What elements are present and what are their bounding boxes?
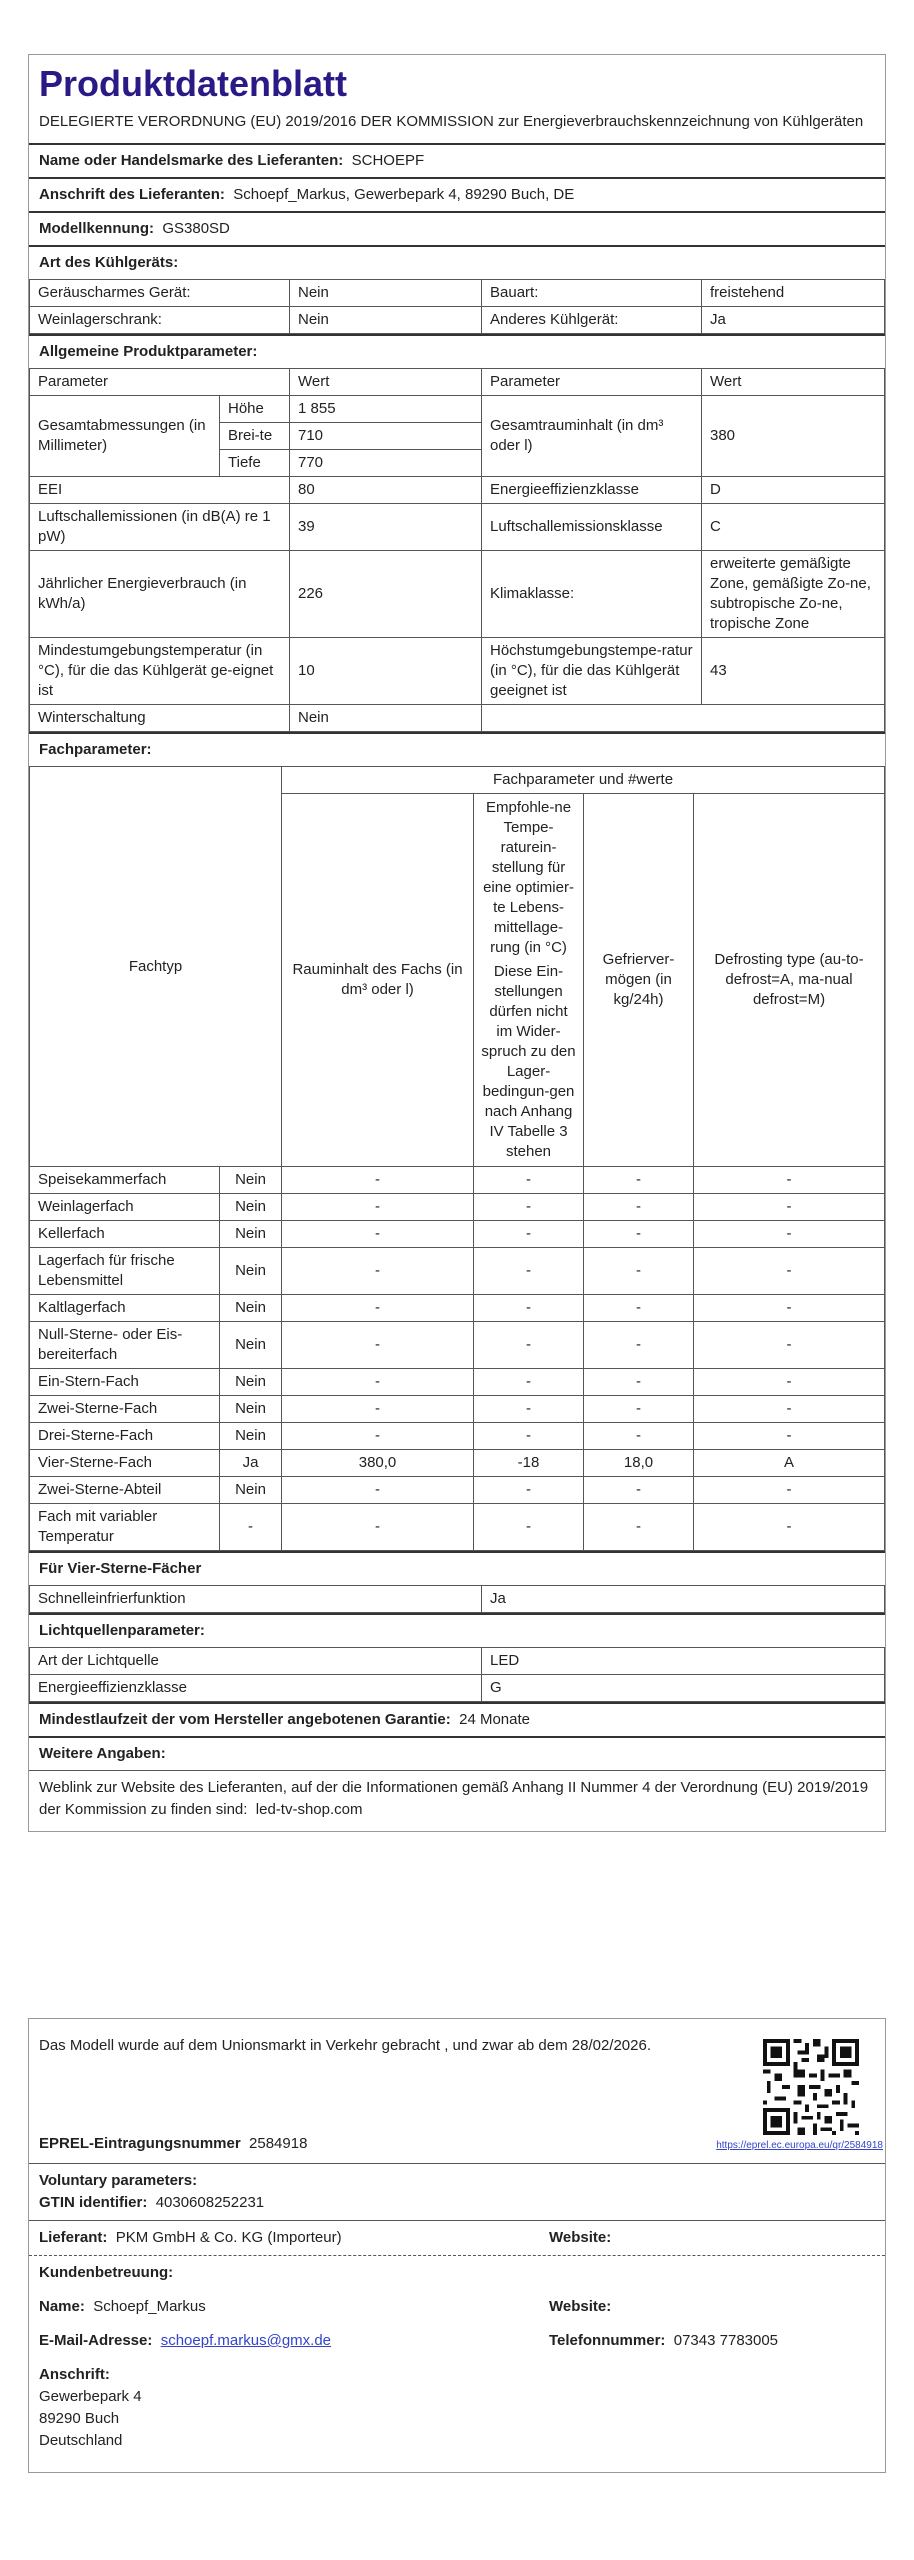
eprel-number: 2584918 bbox=[249, 2135, 308, 2152]
type-cell: freistehend bbox=[702, 280, 885, 307]
supplier-row bbox=[29, 143, 885, 177]
model-label: Modellkennung: bbox=[39, 220, 154, 237]
compartment-value: - bbox=[282, 1396, 474, 1423]
compartment-rows bbox=[30, 1167, 885, 1551]
compartment-value: - bbox=[584, 1248, 694, 1295]
compartment-row bbox=[30, 1450, 885, 1477]
compartment-present: - bbox=[220, 1504, 282, 1551]
four-star-row bbox=[30, 1586, 885, 1613]
param-label: EEI bbox=[30, 477, 290, 504]
dim-value: 1 855 bbox=[290, 396, 482, 423]
dim-name: Tiefe bbox=[220, 450, 290, 477]
lieferant-row bbox=[29, 2220, 885, 2255]
type-cell: Nein bbox=[290, 307, 482, 334]
lieferant-website-label: Website: bbox=[549, 2229, 612, 2246]
compartment-type: Kaltlagerfach bbox=[30, 1295, 220, 1322]
compartment-type: Zwei-Sterne-Fach bbox=[30, 1396, 220, 1423]
compartment-value: - bbox=[694, 1396, 885, 1423]
compartment-value: - bbox=[694, 1167, 885, 1194]
address-line: 89290 Buch bbox=[39, 2410, 120, 2427]
supplier-value: SCHOEPF bbox=[351, 152, 425, 169]
warranty-row bbox=[29, 1702, 885, 1736]
compartment-value: - bbox=[584, 1194, 694, 1221]
param-value: 226 bbox=[290, 551, 482, 638]
compartment-type: Ein-Stern-Fach bbox=[30, 1369, 220, 1396]
address-value: Schoepf_Markus, Gewerbepark 4, 89290 Buch, DE bbox=[233, 186, 575, 203]
type-row bbox=[30, 307, 885, 334]
compartment-value: - bbox=[474, 1477, 584, 1504]
compartment-present: Nein bbox=[220, 1167, 282, 1194]
address-line: Deutschland bbox=[39, 2432, 123, 2449]
compartment-value: - bbox=[474, 1221, 584, 1248]
compartment-value: - bbox=[584, 1423, 694, 1450]
general-section-title: Allgemeine Produktparameter: bbox=[29, 334, 885, 368]
volume-label: Gesamtrauminhalt (in dm³ oder l) bbox=[482, 396, 702, 477]
compartment-value: - bbox=[584, 1295, 694, 1322]
dim-value: 710 bbox=[290, 423, 482, 450]
supplier-label: Name oder Handelsmarke des Lieferanten: bbox=[39, 152, 344, 169]
type-cell: Ja bbox=[702, 307, 885, 334]
header-cell: Parameter bbox=[482, 369, 702, 396]
general-table bbox=[29, 368, 885, 732]
volume-value: 380 bbox=[702, 396, 885, 477]
compartment-value: - bbox=[282, 1221, 474, 1248]
warranty-value: 24 Monate bbox=[459, 1711, 530, 1728]
type-cell: Weinlagerschrank: bbox=[30, 307, 290, 334]
compartment-row bbox=[30, 1504, 885, 1551]
compartment-value: - bbox=[694, 1423, 885, 1450]
model-row bbox=[29, 211, 885, 245]
compartment-row bbox=[30, 1295, 885, 1322]
eprel-row bbox=[29, 2125, 885, 2163]
voluntary-title: Voluntary parameters: bbox=[39, 2172, 198, 2189]
light-value: LED bbox=[482, 1648, 885, 1675]
param-value: Nein bbox=[290, 705, 482, 732]
header-cell: Wert bbox=[290, 369, 482, 396]
param-label: Luftschallemissionen (in dB(A) re 1 pW) bbox=[30, 504, 290, 551]
compartment-value: - bbox=[694, 1369, 885, 1396]
col-temp-text: Empfohle-ne Tempe-raturein-stellung für eine optimier-te Lebens-mittellage-rung (in °C) bbox=[483, 799, 574, 956]
fast-freeze-label: Schnelleinfrierfunktion bbox=[30, 1586, 482, 1613]
compartment-value: - bbox=[694, 1322, 885, 1369]
compartment-type: Zwei-Sterne-Abteil bbox=[30, 1477, 220, 1504]
dim-name: Höhe bbox=[220, 396, 290, 423]
compartment-row bbox=[30, 1423, 885, 1450]
compartment-type: Vier-Sterne-Fach bbox=[30, 1450, 220, 1477]
further-text-block bbox=[29, 1770, 885, 1831]
type-section-title: Art des Kühlgeräts: bbox=[29, 245, 885, 279]
compartment-value: - bbox=[474, 1322, 584, 1369]
general-header-row bbox=[30, 369, 885, 396]
compartment-value: - bbox=[584, 1504, 694, 1551]
general-row bbox=[30, 638, 885, 705]
compartment-value: - bbox=[584, 1369, 694, 1396]
compartment-value: - bbox=[282, 1423, 474, 1450]
compartment-type: Lagerfach für frische Lebensmittel bbox=[30, 1248, 220, 1295]
fast-freeze-value: Ja bbox=[482, 1586, 885, 1613]
lieferant-label: Lieferant: bbox=[39, 2229, 108, 2246]
compartment-value: - bbox=[584, 1221, 694, 1248]
type-row bbox=[30, 280, 885, 307]
compartment-present: Nein bbox=[220, 1322, 282, 1369]
email-label: E-Mail-Adresse: bbox=[39, 2332, 153, 2349]
service-address bbox=[39, 2364, 875, 2452]
param-value: 43 bbox=[702, 638, 885, 705]
light-row bbox=[30, 1648, 885, 1675]
type-cell: Anderes Kühlgerät: bbox=[482, 307, 702, 334]
param-value: 10 bbox=[290, 638, 482, 705]
product-datasheet bbox=[28, 54, 886, 1832]
dims-row bbox=[30, 396, 885, 423]
compartment-type: Fach mit variabler Temperatur bbox=[30, 1504, 220, 1551]
compartment-value: - bbox=[282, 1295, 474, 1322]
compartment-row bbox=[30, 1477, 885, 1504]
compartment-present: Nein bbox=[220, 1477, 282, 1504]
dim-name: Brei-te bbox=[220, 423, 290, 450]
type-cell: Nein bbox=[290, 280, 482, 307]
compartment-type: Speisekammerfach bbox=[30, 1167, 220, 1194]
param-label: Luftschallemissionsklasse bbox=[482, 504, 702, 551]
compartment-row bbox=[30, 1221, 885, 1248]
compartment-value: A bbox=[694, 1450, 885, 1477]
phone-value: 07343 7783005 bbox=[673, 2332, 779, 2349]
compartment-row bbox=[30, 1248, 885, 1295]
compartment-row bbox=[30, 1167, 885, 1194]
fachtyp-header: Fachtyp bbox=[30, 767, 282, 1167]
light-label: Art der Lichtquelle bbox=[30, 1648, 482, 1675]
service-name-value: Schoepf_Markus bbox=[93, 2298, 206, 2315]
empty-cell bbox=[482, 705, 885, 732]
compartment-value: - bbox=[474, 1504, 584, 1551]
compartment-value: - bbox=[282, 1322, 474, 1369]
light-label: Energieeffizienzklasse bbox=[30, 1675, 482, 1702]
param-label: Mindestumgebungstemperatur (in °C), für die das Kühlgerät ge-eignet ist bbox=[30, 638, 290, 705]
col-volume-header: Rauminhalt des Fachs (in dm³ oder l) bbox=[282, 794, 474, 1167]
compartment-value: - bbox=[474, 1423, 584, 1450]
compartment-present: Nein bbox=[220, 1369, 282, 1396]
compartment-value: - bbox=[584, 1167, 694, 1194]
param-value: 39 bbox=[290, 504, 482, 551]
general-row bbox=[30, 504, 885, 551]
param-label: Höchstumgebungstempe-ratur (in °C), für die das Kühlgerät geeignet ist bbox=[482, 638, 702, 705]
compartment-value: - bbox=[694, 1221, 885, 1248]
address-label: Anschrift des Lieferanten: bbox=[39, 186, 225, 203]
further-text: Weblink zur Website des Lieferanten, auf der die Informationen gemäß Anhang II Nummer 4 der Verordnung (EU) 2019/2019 der Kommission zu finden sind: bbox=[39, 1779, 869, 1818]
eprel-label: EPREL-Eintragungsnummer bbox=[39, 2135, 241, 2152]
group-header: Fachparameter und #werte bbox=[282, 767, 885, 794]
compartment-value: - bbox=[474, 1248, 584, 1295]
qr-code-icon[interactable] bbox=[763, 2039, 859, 2135]
param-label: Jährlicher Energieverbrauch (in kWh/a) bbox=[30, 551, 290, 638]
voluntary-block bbox=[29, 2163, 885, 2220]
compartment-type: Kellerfach bbox=[30, 1221, 220, 1248]
compartment-present: Nein bbox=[220, 1194, 282, 1221]
compartment-present: Nein bbox=[220, 1423, 282, 1450]
service-name-row bbox=[39, 2296, 875, 2318]
dim-value: 770 bbox=[290, 450, 482, 477]
col-temp-note: Diese Ein-stellungen dürfen nicht im Wider-spruch zu den Lager-bedingun-gen nach Anhang IV Tabelle 3 stehen bbox=[481, 963, 576, 1160]
service-name-label: Name: bbox=[39, 2298, 85, 2315]
compartment-type: Weinlagerfach bbox=[30, 1194, 220, 1221]
compartment-present: Nein bbox=[220, 1221, 282, 1248]
compartment-value: 380,0 bbox=[282, 1450, 474, 1477]
param-value: erweiterte gemäßigte Zone, gemäßigte Zo-ne, subtropische Zo-ne, tropische Zone bbox=[702, 551, 885, 638]
service-website-label: Website: bbox=[549, 2298, 612, 2315]
service-title: Kundenbetreuung: bbox=[39, 2264, 174, 2281]
dims-label: Gesamtabmessungen (in Millimeter) bbox=[30, 396, 220, 477]
light-section-title: Lichtquellenparameter: bbox=[29, 1613, 885, 1647]
compartment-present: Nein bbox=[220, 1396, 282, 1423]
compartment-value: -18 bbox=[474, 1450, 584, 1477]
param-label: Klimaklasse: bbox=[482, 551, 702, 638]
param-value: 80 bbox=[290, 477, 482, 504]
compartment-value: - bbox=[474, 1396, 584, 1423]
compartment-type: Null-Sterne- oder Eis-bereiterfach bbox=[30, 1322, 220, 1369]
compartment-value: - bbox=[282, 1504, 474, 1551]
address-line: Gewerbepark 4 bbox=[39, 2388, 142, 2405]
compartment-present: Nein bbox=[220, 1248, 282, 1295]
compartment-value: - bbox=[282, 1167, 474, 1194]
header-cell: Parameter bbox=[30, 369, 290, 396]
type-table bbox=[29, 279, 885, 334]
general-row bbox=[30, 551, 885, 638]
four-star-title: Für Vier-Sterne-Fächer bbox=[29, 1551, 885, 1585]
service-block bbox=[29, 2255, 885, 2458]
compartment-value: 18,0 bbox=[584, 1450, 694, 1477]
address-row bbox=[29, 177, 885, 211]
regulation-subtitle: DELEGIERTE VERORDNUNG (EU) 2019/2016 DER KOMMISSION zur Energieverbrauchskennzeichnung von Kühlgeräten bbox=[39, 113, 864, 130]
param-label: Winterschaltung bbox=[30, 705, 290, 732]
compartment-present: Ja bbox=[220, 1450, 282, 1477]
gtin-label: GTIN identifier: bbox=[39, 2194, 148, 2211]
header-cell: Wert bbox=[702, 369, 885, 396]
compartment-value: - bbox=[694, 1477, 885, 1504]
compartment-row bbox=[30, 1369, 885, 1396]
param-label: Energieeffizienzklasse bbox=[482, 477, 702, 504]
gtin-value: 4030608252231 bbox=[155, 2194, 265, 2211]
compartment-value: - bbox=[694, 1295, 885, 1322]
compartment-value: - bbox=[282, 1477, 474, 1504]
light-table bbox=[29, 1647, 885, 1702]
light-value: G bbox=[482, 1675, 885, 1702]
service-address-label: Anschrift: bbox=[39, 2366, 110, 2383]
email-link[interactable]: schoepf.markus@gmx.de bbox=[160, 2332, 332, 2349]
compartment-present: Nein bbox=[220, 1295, 282, 1322]
compartment-type: Drei-Sterne-Fach bbox=[30, 1423, 220, 1450]
further-title: Weitere Angaben: bbox=[29, 1736, 885, 1770]
compartment-table bbox=[29, 766, 885, 1551]
compartment-value: - bbox=[584, 1477, 694, 1504]
compartment-value: - bbox=[694, 1248, 885, 1295]
param-value: D bbox=[702, 477, 885, 504]
compartment-value: - bbox=[474, 1295, 584, 1322]
compartment-row bbox=[30, 1194, 885, 1221]
eprel-panel bbox=[28, 2018, 886, 2473]
compartment-value: - bbox=[584, 1396, 694, 1423]
market-text: Das Modell wurde auf dem Unionsmarkt in Verkehr gebracht , und zwar ab dem 28/02/2026. bbox=[39, 2037, 651, 2054]
phone-group bbox=[549, 2330, 778, 2352]
compartment-row bbox=[30, 1322, 885, 1369]
service-contact-row bbox=[39, 2330, 875, 2352]
compartment-value: - bbox=[694, 1194, 885, 1221]
general-row bbox=[30, 477, 885, 504]
compartment-group-row bbox=[30, 767, 885, 794]
page-title: Produktdatenblatt bbox=[39, 63, 348, 104]
compartment-value: - bbox=[694, 1504, 885, 1551]
warranty-label: Mindestlaufzeit der vom Hersteller angebotenen Garantie: bbox=[39, 1711, 451, 1728]
compartment-section-title: Fachparameter: bbox=[29, 732, 885, 766]
compartment-value: - bbox=[282, 1369, 474, 1396]
phone-label: Telefonnummer: bbox=[549, 2332, 666, 2349]
further-link[interactable]: led-tv-shop.com bbox=[255, 1801, 363, 1818]
compartment-value: - bbox=[474, 1194, 584, 1221]
type-cell: Geräuscharmes Gerät: bbox=[30, 280, 290, 307]
four-star-table bbox=[29, 1585, 885, 1613]
compartment-value: - bbox=[474, 1369, 584, 1396]
compartment-value: - bbox=[282, 1248, 474, 1295]
winter-row bbox=[30, 705, 885, 732]
light-row bbox=[30, 1675, 885, 1702]
model-value: GS380SD bbox=[162, 220, 230, 237]
compartment-row bbox=[30, 1396, 885, 1423]
eprel-url-link[interactable]: https://eprel.ec.europa.eu/qr/2584918 bbox=[716, 2140, 883, 2151]
col-freeze-header: Gefrierver-mögen (in kg/24h) bbox=[584, 794, 694, 1167]
type-cell: Bauart: bbox=[482, 280, 702, 307]
compartment-value: - bbox=[584, 1322, 694, 1369]
compartment-value: - bbox=[474, 1167, 584, 1194]
compartment-value: - bbox=[282, 1194, 474, 1221]
param-value: C bbox=[702, 504, 885, 551]
col-temp-header bbox=[474, 794, 584, 1167]
col-defrost-header: Defrosting type (au-to-defrost=A, ma-nual defrost=M) bbox=[694, 794, 885, 1167]
lieferant-value: PKM GmbH & Co. KG (Importeur) bbox=[115, 2229, 342, 2246]
